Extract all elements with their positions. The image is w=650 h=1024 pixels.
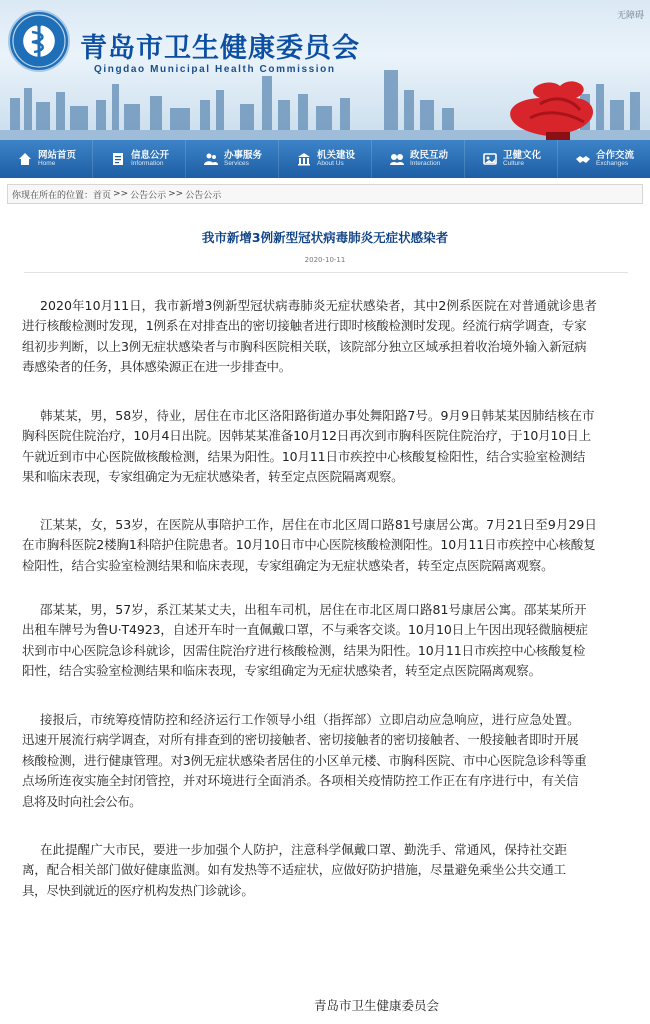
nav-label-en: Information bbox=[130, 159, 164, 167]
paragraph-line: 出租车牌号为鲁U·T4923，自述开车时一直佩戴口罩，不与乘客交谈。10月10日上午因出现轻微脑梗症 bbox=[22, 622, 588, 638]
paragraph-line: 核酸检测，进行健康管理。对3例无症状感染者居住的小区单元楼、市胸科医院、市中心医院急诊科等重 bbox=[22, 752, 587, 768]
article-paragraph bbox=[22, 600, 620, 682]
breadcrumb-home-link[interactable]: 首页 bbox=[93, 190, 112, 201]
paragraph-line: 午就近到市中心医院做核酸检测，结果为阳性。10月11日市疾控中心核酸复检阳性，结合实验室检测结 bbox=[22, 448, 586, 464]
breadcrumb bbox=[7, 184, 643, 204]
paragraph-line: 2020年10月11日，我市新增3例新型冠状病毒肺炎无症状感染者，其中2例系医院在对普通就诊患者 bbox=[40, 298, 597, 313]
handshake-icon bbox=[574, 150, 592, 168]
paragraph-line: 邵某某，男，57岁，系江某某丈夫，出租车司机，居住在市北区周口路81号康居公寓。邵某某所开 bbox=[40, 602, 587, 617]
nav-item-information[interactable] bbox=[93, 140, 186, 178]
building-icon bbox=[295, 150, 313, 168]
paragraph-line: 在此提醒广大市民，要进一步加强个人防护，注意科学佩戴口罩、勤洗手、常通风，保持社交距 bbox=[40, 842, 568, 857]
article-paragraph bbox=[22, 406, 620, 488]
paragraph-line: 迅速开展流行病学调查，对所有排查到的密切接触者、密切接触者的密切接触者、一般接触者即时开展 bbox=[22, 732, 579, 748]
nav-label-en: Services bbox=[223, 159, 249, 167]
article-signature: 青岛市卫生健康委员会 bbox=[314, 998, 440, 1013]
nav-item-about-us[interactable] bbox=[279, 140, 372, 178]
nav-label-en: Interaction bbox=[409, 159, 441, 167]
nav-label: 政民互动 bbox=[409, 149, 448, 161]
document-icon bbox=[109, 150, 127, 168]
article-paragraph bbox=[22, 515, 620, 576]
breadcrumb-separator: >> bbox=[168, 189, 184, 199]
paragraph-line: 胸科医院住院治疗，10月4日出院。因韩某某准备10月12日再次到市胸科医院住院治疗，于10月10日上 bbox=[22, 428, 591, 444]
nav-label-en: Exchanges bbox=[595, 159, 629, 167]
breadcrumb-separator: >> bbox=[113, 189, 129, 199]
paragraph-line: 果和临床表现，专家组确定为无症状感染者，转至定点医院隔离观察。 bbox=[22, 469, 404, 485]
nav-item-services[interactable] bbox=[186, 140, 279, 178]
paragraph-line: 进行核酸检测时发现，1例系在对排查出的密切接触者进行即时核酸检测时发现。经流行病学调查，专家 bbox=[22, 318, 587, 334]
title-divider bbox=[24, 272, 628, 273]
nav-label: 合作交流 bbox=[595, 149, 634, 161]
nav-label: 办事服务 bbox=[223, 149, 262, 161]
paragraph-line: 毒感染者的任务，具体感染源正在进一步排查中。 bbox=[22, 359, 291, 375]
article-paragraph bbox=[22, 710, 620, 812]
paragraph-line: 息将及时向社会公布。 bbox=[22, 793, 142, 809]
nav-item-interaction[interactable] bbox=[372, 140, 465, 178]
article-date: 2020-10-11 bbox=[304, 256, 346, 264]
paragraph-line: 在市胸科医院2楼胸1科陪护住院患者。10月10日市中心医院核酸检测阳性。10月11日市疾控中心核酸复 bbox=[22, 537, 596, 553]
culture-icon bbox=[481, 150, 499, 168]
nav-label: 网站首页 bbox=[37, 149, 76, 161]
article-title: 我市新增3例新型冠状病毒肺炎无症状感染者 bbox=[201, 230, 449, 245]
home-icon bbox=[16, 150, 34, 168]
article-paragraph bbox=[22, 296, 620, 378]
paragraph-line: 阳性，结合实验室检测结果和临床表现，专家组确定为无症状感染者，转至定点医院隔离观察。 bbox=[22, 663, 541, 679]
nav-label: 信息公开 bbox=[130, 149, 169, 161]
article-paragraph bbox=[22, 840, 620, 901]
main-nav bbox=[0, 140, 650, 178]
nav-label-en: Culture bbox=[502, 159, 524, 167]
paragraph-line: 组初步判断，以上3例无症状感染者与市胸科医院相关联，该院部分独立区域承担着收治境外输入新冠病 bbox=[22, 338, 587, 354]
paragraph-line: 点场所连夜实施全封闭管控，并对环境进行全面消杀。各项相关疫情防控工作正在有序进行中，有关信 bbox=[22, 773, 579, 789]
nav-label: 机关建设 bbox=[316, 149, 355, 161]
nav-label: 卫健文化 bbox=[502, 149, 541, 161]
nav-label-en: About Us bbox=[316, 159, 344, 167]
people-icon bbox=[202, 150, 220, 168]
health-commission-logo[interactable] bbox=[8, 10, 70, 72]
paragraph-line: 检阳性，结合实验室检测结果和临床表现，专家组确定为无症状感染者，转至定点医院隔离观察。 bbox=[22, 557, 554, 573]
nav-item-exchanges[interactable] bbox=[558, 140, 650, 178]
site-title: 青岛市卫生健康委员会 bbox=[80, 33, 360, 64]
nav-item-home[interactable] bbox=[0, 140, 93, 178]
nav-label-en: Home bbox=[37, 159, 56, 167]
city-skyline-illustration bbox=[0, 70, 650, 140]
paragraph-line: 具，尽快到就近的医疗机构发热门诊就诊。 bbox=[22, 882, 254, 898]
paragraph-line: 状到市中心医院急诊科就诊，因需住院治疗进行核酸检测，结果为阳性。10月11日市疾控中心核酸复检 bbox=[22, 642, 586, 658]
nav-item-culture[interactable] bbox=[465, 140, 558, 178]
chat-icon bbox=[388, 150, 406, 168]
paragraph-line: 接报后，市统筹疫情防控和经济运行工作领导小组（指挥部）立即启动应急响应，进行应急处置。 bbox=[40, 712, 580, 727]
breadcrumb-prefix: 你现在所在的位置： bbox=[12, 190, 94, 201]
paragraph-line: 韩某某，男，58岁，待业，居住在市北区洛阳路街道办事处舞阳路7号。9月9日韩某某因肺结核在市 bbox=[40, 408, 595, 423]
site-banner bbox=[0, 0, 650, 140]
accessibility-link[interactable]: 无障碍 bbox=[616, 11, 644, 21]
site-subtitle: Qingdao Municipal Health Commission bbox=[94, 64, 336, 75]
breadcrumb-notice-link[interactable]: 公告公示 bbox=[130, 190, 167, 201]
breadcrumb-notice-current[interactable]: 公告公示 bbox=[185, 190, 222, 201]
paragraph-line: 离，配合相关部门做好健康监测。如有发热等不适症状，应做好防护措施，尽量避免乘坐公共交通工 bbox=[22, 862, 567, 878]
paragraph-line: 江某某，女，53岁，在医院从事陪护工作，居住在市北区周口路81号康居公寓。7月21日至9月29日 bbox=[40, 517, 597, 532]
